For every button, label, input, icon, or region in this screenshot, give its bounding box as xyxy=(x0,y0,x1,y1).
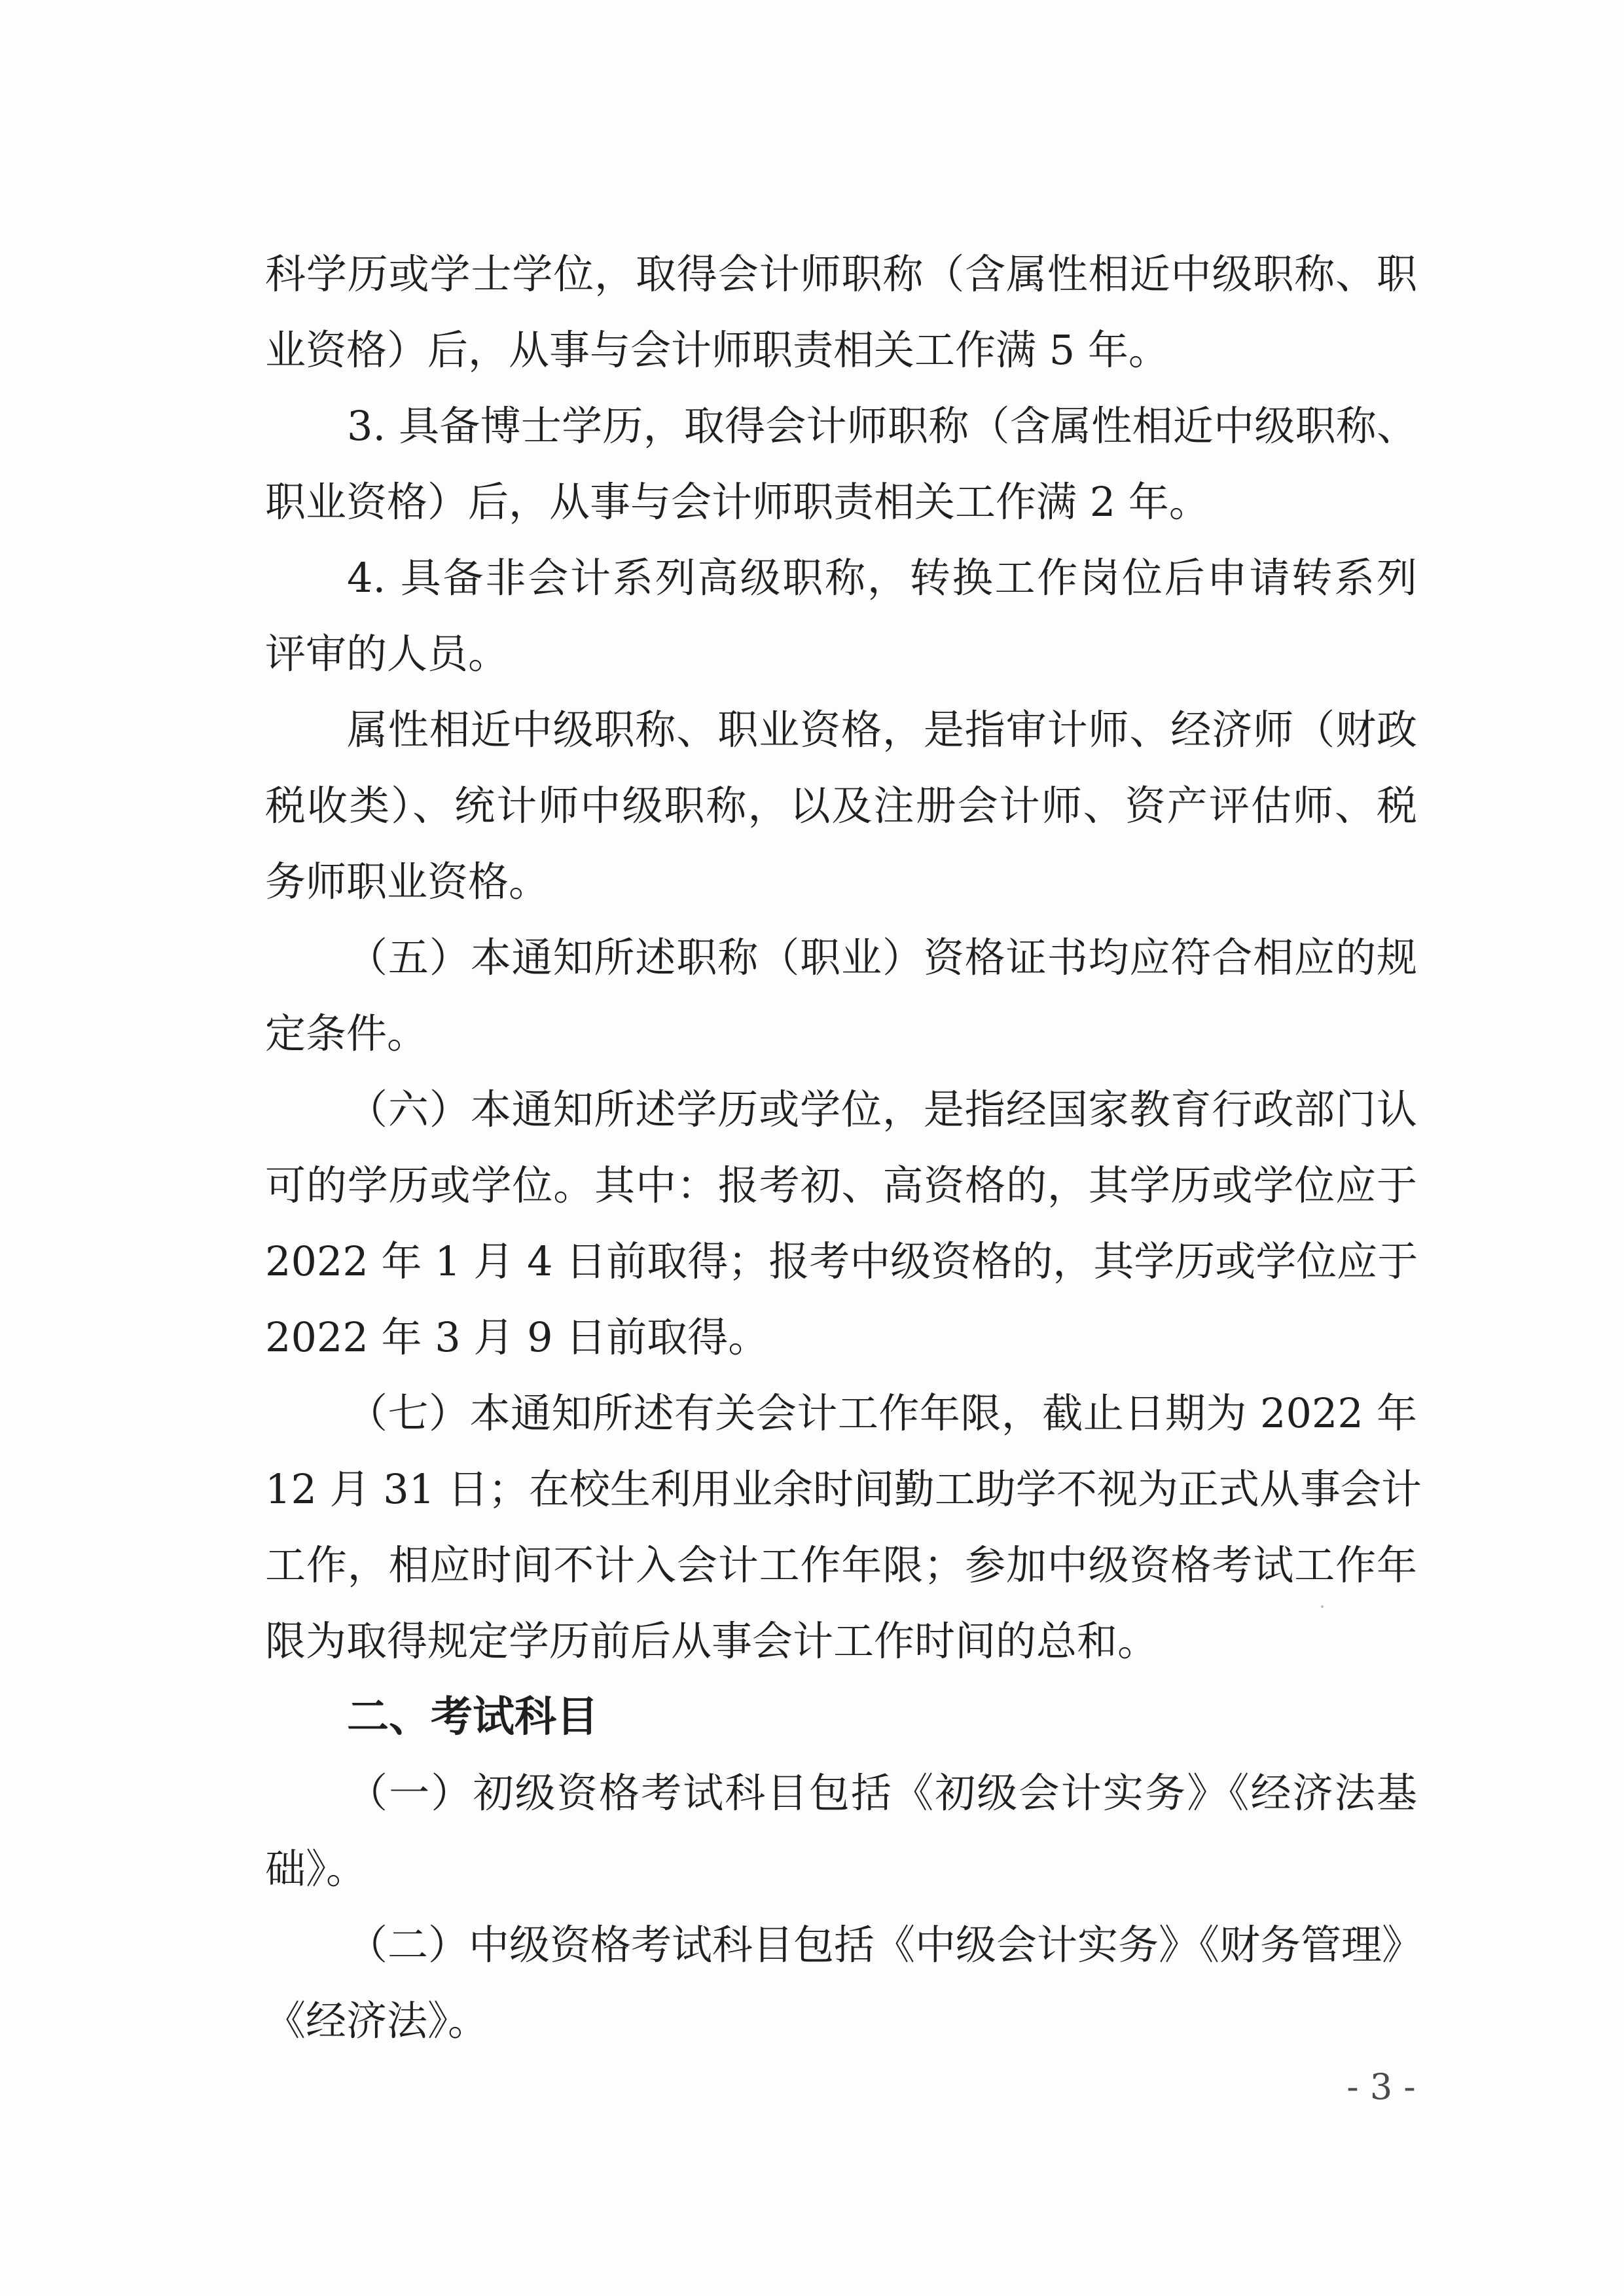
text-line-22: 础》。 xyxy=(265,1845,367,1893)
page-number: - 3 - xyxy=(1346,2066,1416,2107)
text-line-7: 属性相近中级职称、职业资格，是指审计师、经济师（财政 xyxy=(347,706,1417,754)
text-line-23: （二）中级资格考试科目包括《中级会计实务》《财务管理》 xyxy=(347,1921,1423,1969)
text-line-16: （七）本通知所述有关会计工作年限，截止日期为 2022 年 xyxy=(347,1389,1417,1437)
text-line-19: 限为取得规定学历前后从事会计工作时间的总和。 xyxy=(265,1617,1159,1665)
text-line-4: 职业资格）后，从事与会计师职责相关工作满 2 年。 xyxy=(265,478,1210,526)
scan-speck xyxy=(1321,1605,1324,1608)
text-line-3: 3. 具备博士学历，取得会计师职称（含属性相近中级职称、 xyxy=(347,402,1417,450)
text-line-13: 可的学历或学位。其中：报考初、高资格的，其学历或学位应于 xyxy=(265,1161,1417,1209)
text-line-9: 务师职业资格。 xyxy=(265,858,550,905)
text-line-10: （五）本通知所述职称（职业）资格证书均应符合相应的规 xyxy=(347,934,1417,981)
text-line-18: 工作，相应时间不计入会计工作年限；参加中级资格考试工作年 xyxy=(265,1541,1417,1589)
text-line-21: （一）初级资格考试科目包括《初级会计实务》《经济法基 xyxy=(347,1769,1417,1817)
text-line-11: 定条件。 xyxy=(265,1010,428,1057)
text-line-14: 2022 年 1 月 4 日前取得；报考中级资格的，其学历或学位应于 xyxy=(265,1237,1418,1285)
text-line-24: 《经济法》。 xyxy=(265,1997,489,2045)
text-line-17: 12 月 31 日；在校生利用业余时间勤工助学不视为正式从事会计 xyxy=(265,1465,1422,1513)
text-line-15: 2022 年 3 月 9 日前取得。 xyxy=(265,1313,769,1361)
text-line-8: 税收类）、统计师中级职称，以及注册会计师、资产评估师、税 xyxy=(265,782,1417,829)
text-line-1: 科学历或学士学位，取得会计师职称（含属性相近中级职称、职 xyxy=(265,250,1417,298)
text-line-6: 评审的人员。 xyxy=(265,630,509,678)
text-line-12: （六）本通知所述学历或学位，是指经国家教育行政部门认 xyxy=(347,1085,1417,1133)
section-heading-exam-subjects: 二、考试科目 xyxy=(347,1693,598,1741)
text-line-5: 4. 具备非会计系列高级职称，转换工作岗位后申请转系列 xyxy=(347,554,1417,602)
text-line-2: 业资格）后，从事与会计师职责相关工作满 5 年。 xyxy=(265,326,1169,374)
